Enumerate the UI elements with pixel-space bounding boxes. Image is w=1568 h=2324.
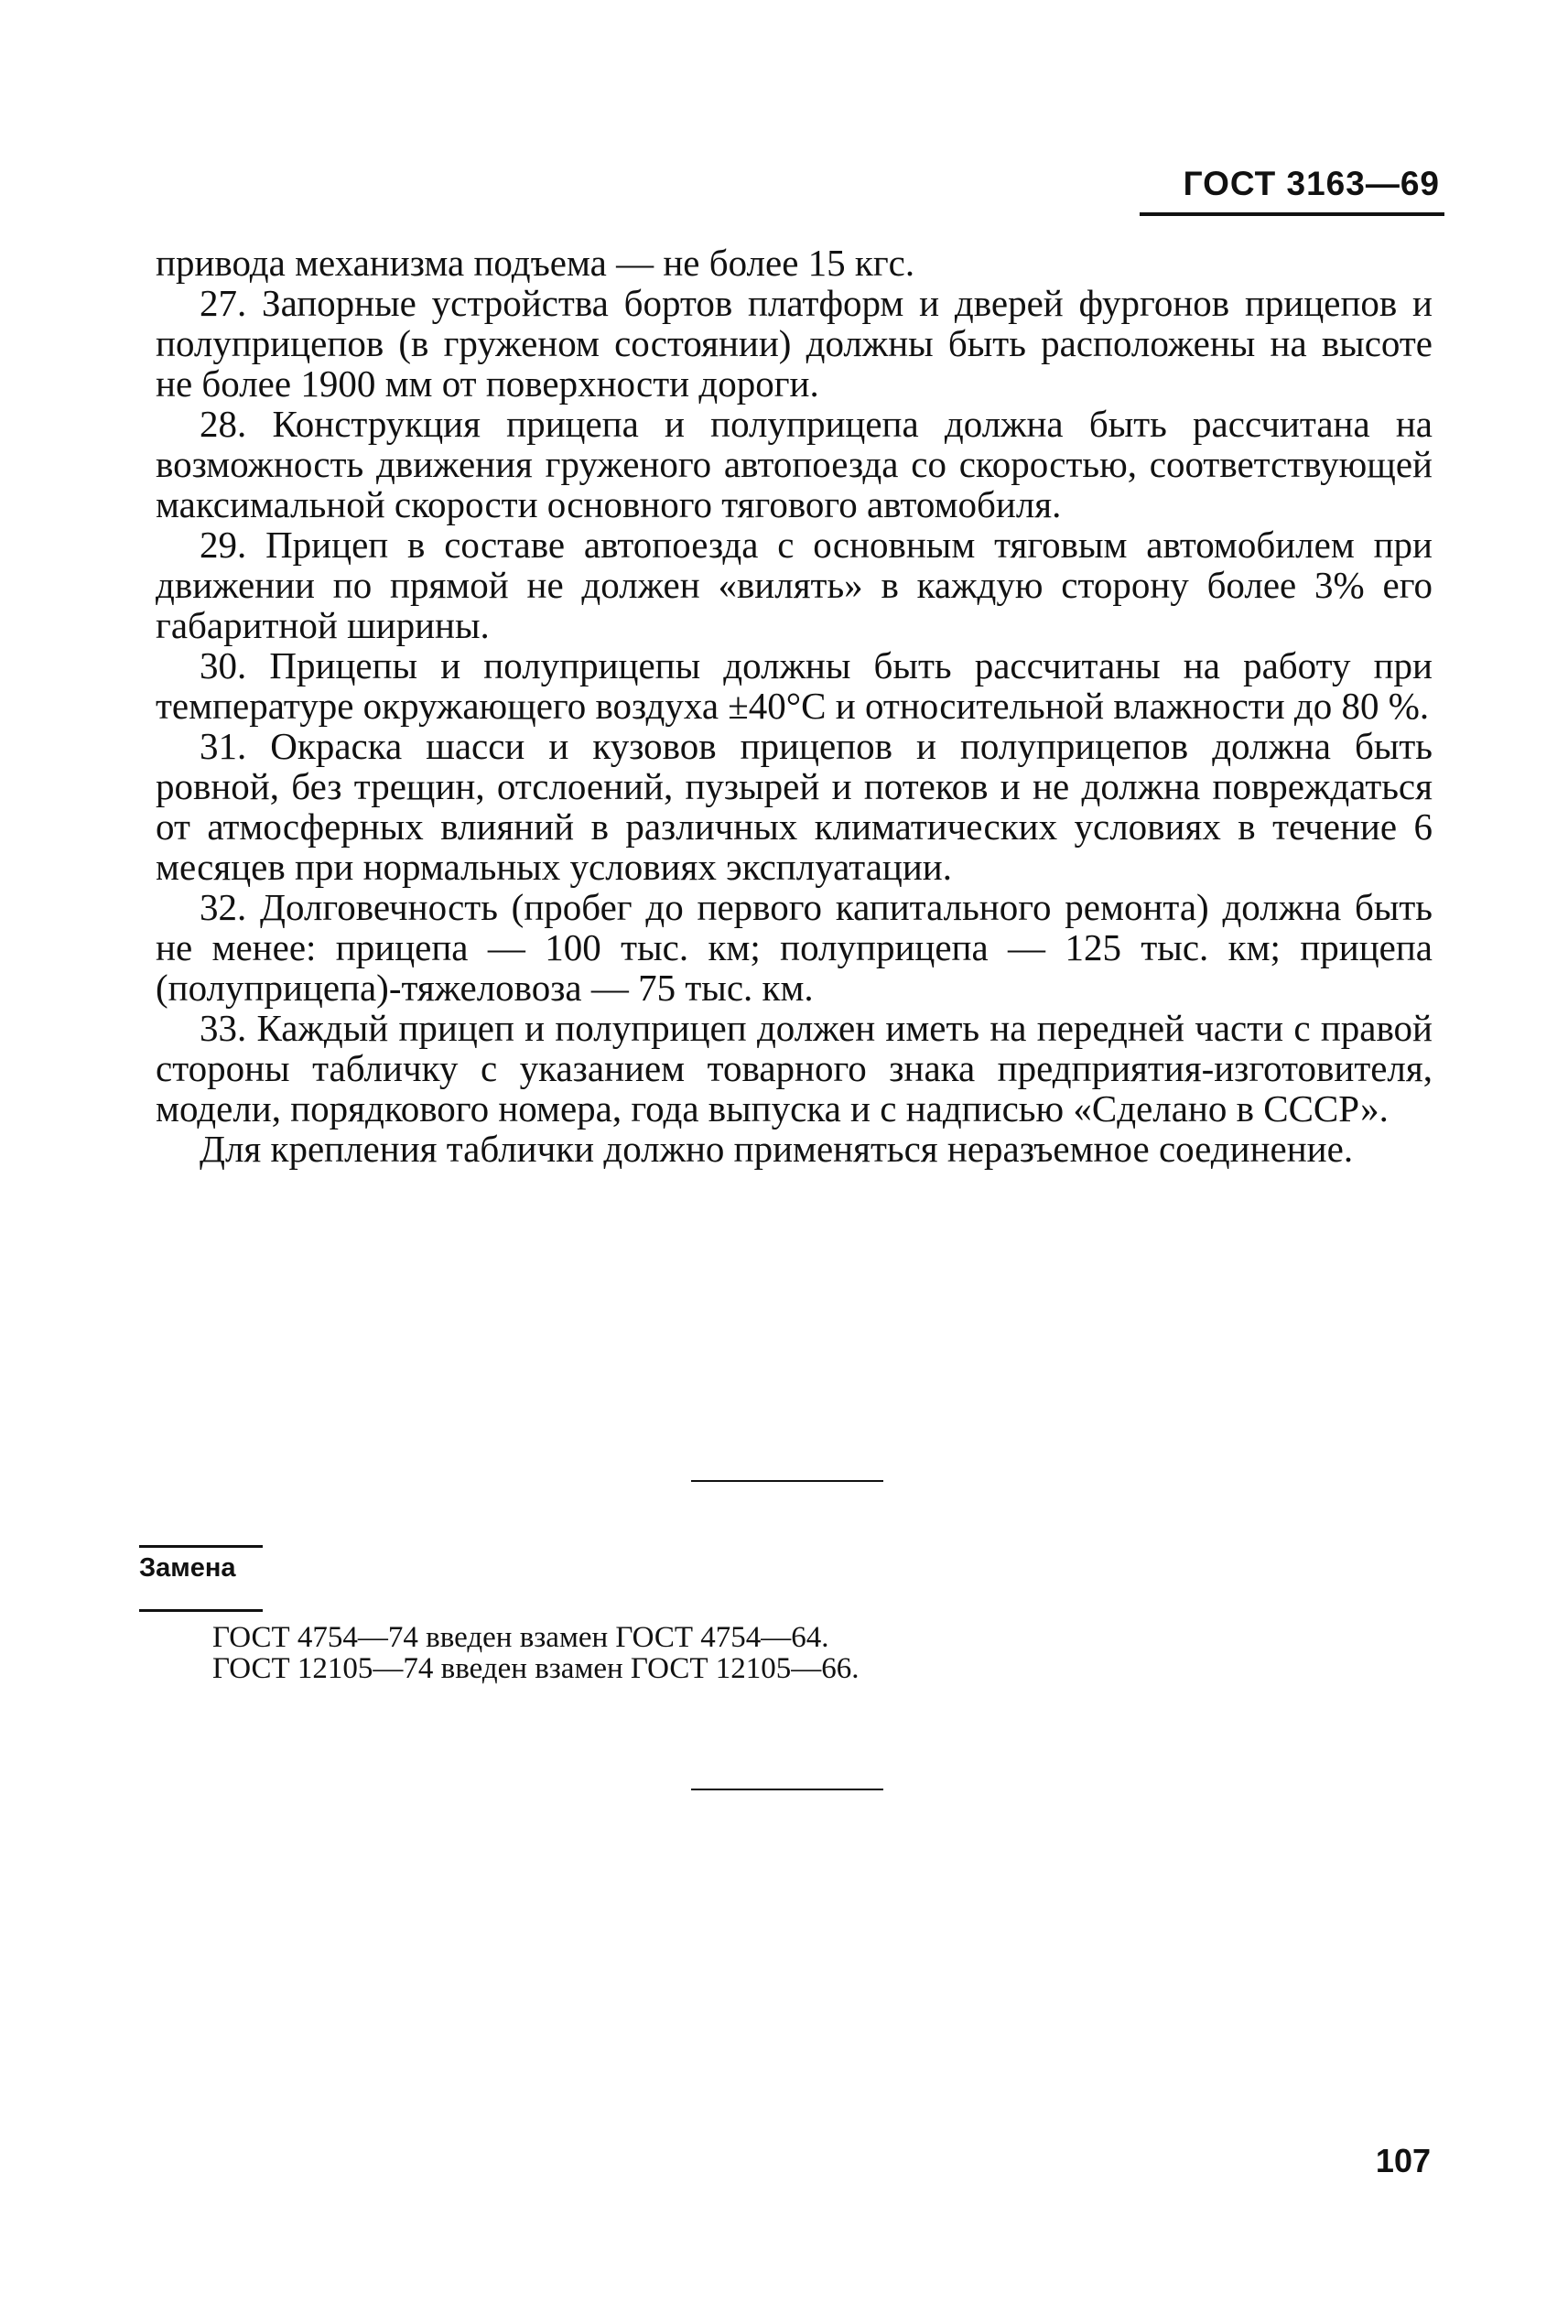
- paragraph-29: 29. Прицеп в составе автопоезда с основным тяговым автомобилем при движении по прямой не должен «вилять» в каждую сторону более 3% его габаритной ширины.: [156, 524, 1433, 646]
- separator-rule: [691, 1789, 883, 1790]
- paragraph-continuation: привода механизма подъема — не более 15 кгс.: [156, 242, 915, 284]
- paragraph-28: 28. Конструкция прицепа и полуприцепа должна быть рассчитана на возможность движения груженого автопоезда со скоростью, соответствующей максимальной скорости основного тягового автомобиля.: [156, 403, 1433, 525]
- section-title-rule-top: [139, 1545, 263, 1548]
- paragraph-27: 27. Запорные устройства бортов платформ и дверей фургонов прицепов и полуприцепов (в груженом состоянии) должны быть расположены на высоте не более 1900 мм от поверхности дороги.: [156, 282, 1433, 405]
- paragraph-plate-fixing: Для крепления таблички должно применяться неразъемное соединение.: [200, 1128, 1354, 1170]
- section-title-rule-bottom: [139, 1609, 263, 1612]
- replacement-title: Замена: [139, 1553, 236, 1583]
- replacement-line: ГОСТ 12105—74 введен взамен ГОСТ 12105—66.: [212, 1652, 860, 1685]
- paragraph-31: 31. Окраска шасси и кузовов прицепов и полуприцепов должна быть ровной, без трещин, отслоений, пузырей и потеков и не должна повреждаться от атмосферных влияний в различных климатических условиях в течение 6 месяцев при нормальных условиях эксплуатации.: [156, 725, 1433, 888]
- replacement-line: ГОСТ 4754—74 введен взамен ГОСТ 4754—64.: [212, 1621, 829, 1654]
- separator-rule: [691, 1480, 883, 1482]
- page-number: 107: [1375, 2142, 1431, 2179]
- paragraph-30: 30. Прицепы и полуприцепы должны быть рассчитаны на работу при температуре окружающего воздуха ±40°С и относительной влажности до 80 %.: [156, 644, 1433, 727]
- replacement-notes: [212, 1622, 860, 1684]
- main-text: [156, 243, 1433, 1169]
- page-header-doc-code: ГОСТ 3163—69: [1183, 165, 1440, 202]
- paragraph-32: 32. Долговечность (пробег до первого капитального ремонта) должна быть не менее: прицепа — 100 тыс. км; полуприцепа — 125 тыс. км; прицепа (полуприцепа)-тяжеловоза — 75 тыс. км.: [156, 886, 1433, 1009]
- header-rule: [1140, 212, 1444, 216]
- paragraph-33: 33. Каждый прицеп и полуприцеп должен иметь на передней части с правой стороны табличку с указанием товарного знака предприятия-изготовителя, модели, порядкового номера, года выпуска и с надписью «Сделано в СССР».: [156, 1007, 1433, 1130]
